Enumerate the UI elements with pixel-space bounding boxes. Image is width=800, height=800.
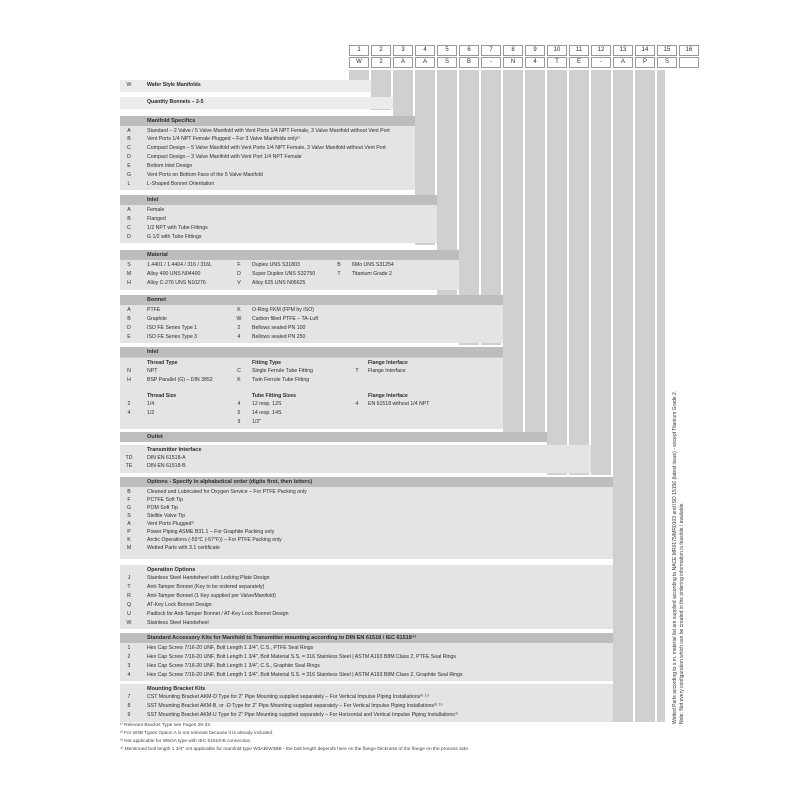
code: K (237, 377, 241, 383)
row-text: Female (147, 207, 165, 213)
position-number: 11 (569, 45, 589, 56)
section-title: Standard Accessory Kits for Manifold to Transmitter mounting according to DIN EN 61518 / IEC 61518⁴⁾ (120, 633, 613, 643)
code: A (127, 207, 131, 213)
footnote: ³⁾ Not applicable for W5GA type with IEC 61518-B connection. (120, 739, 252, 744)
code: D (127, 154, 131, 160)
subsection-title: Fitting Type (252, 360, 282, 366)
side-note-line: Note: Not every configuration which can be created in the ordering information is feasible / available. (679, 502, 685, 724)
code-cell (679, 57, 699, 68)
section-body (120, 357, 503, 429)
section-title: Manifold Specifics (120, 116, 415, 126)
section-title: Operation Options (120, 565, 613, 575)
row-text: Bellows sealed PN 100 (252, 325, 306, 331)
row-text: Compact Design – 3 Valve Manifold with Vent Port 1/4 NPT Female (147, 154, 302, 160)
row-text: L-Shaped Bonnet Orientation (147, 181, 215, 187)
position-number: 10 (547, 45, 567, 56)
code: T (127, 584, 131, 590)
row-text: 1/2 (147, 410, 155, 416)
subsection-title: Flange Interface (368, 360, 408, 366)
subsection-title: Thread Size (147, 393, 177, 399)
code: W (126, 620, 132, 626)
code-cell: W (349, 57, 369, 68)
code-cell: B (459, 57, 479, 68)
row-text: Hex Cap Screw 7/16-20 UNF, Bolt Length 1 3/4", C.S., PTFE Seal Rings (147, 645, 314, 651)
footnote: ²⁾ For W3B Types Option A is not relevant because it is already included. (120, 731, 274, 736)
code: U (127, 611, 131, 617)
code: B (337, 262, 341, 268)
code: K (127, 537, 131, 543)
position-number: 9 (525, 45, 545, 56)
row-text: Padlock for Anti-Tamper Bonnet / AT-Key Lock Bonnet Design (147, 611, 289, 617)
row-text: DIN EN 61518-A (147, 455, 186, 461)
strip (613, 70, 633, 722)
row-text: Hex Cap Screw 7/16-20 UNF, Bolt Length 1 3/4", Bolt Material S.S. = 316 Stainless Steel | ASTM A193 B8M Class 2, Graphite Seal Rings (147, 672, 463, 678)
row-text: 1/2" (252, 419, 262, 425)
strip (349, 70, 369, 80)
position-number: 3 (393, 45, 413, 56)
section-body (120, 643, 613, 681)
section-label: Wafer Style Manifolds (147, 82, 201, 88)
section-body (120, 126, 415, 190)
row-text: Power Piping ASME B31.1 – For Graphite Packing only (147, 529, 275, 535)
code: C (127, 225, 131, 231)
strip (503, 70, 523, 432)
row-text: Anti-Tamper Bonnet (Key to be ordered separately) (147, 584, 265, 590)
position-number: 2 (371, 45, 391, 56)
code: L (127, 181, 131, 187)
code: 2 (127, 401, 131, 407)
code: W (236, 316, 242, 322)
strip (547, 70, 567, 475)
row-text: Graphite (147, 316, 167, 322)
section-label: Quantity Bonnets – 2-5 (147, 99, 204, 105)
row-text: Vent Ports 1/4 NPT Female Plugged – For 3 Valve Manifolds only¹⁾ (147, 136, 301, 142)
row-text: Hex Cap Screw 7/16-20 UNF, Bolt Length 1 3/4", Bolt Material S.S. = 316 Stainless Steel | ASTM A193 B8M Class 2, PTFE Seal Rings (147, 654, 456, 660)
code: 3 (127, 663, 131, 669)
row-text: ISO FE Series Type 1 (147, 325, 198, 331)
section-body (120, 575, 613, 629)
section-body (120, 260, 459, 290)
code: B (127, 489, 131, 495)
strip (591, 70, 611, 475)
code: D (127, 234, 131, 240)
code: 4 (127, 410, 131, 416)
position-number: 12 (591, 45, 611, 56)
code: A (127, 307, 131, 313)
section-wafer (120, 80, 371, 92)
row-text: Cleaned and Lubricated for Oxygen Service – For PTFE Packing only (147, 489, 307, 495)
row-text: 6Mo UNS S31254 (352, 262, 394, 268)
position-number: 4 (415, 45, 435, 56)
code: T (337, 271, 341, 277)
code-cell: - (591, 57, 611, 68)
code: F (237, 262, 241, 268)
subsection-title: Thread Type (147, 360, 178, 366)
row-text: Vent Ports on Bottom Face of the 5 Valve Manifold (147, 172, 263, 178)
section-title: Options - Specify in alphabetical order (digits first, then letters) (120, 477, 613, 487)
row-text: NPT (147, 368, 158, 374)
code: 7 (127, 694, 131, 700)
code: J (127, 575, 131, 581)
code-cell: E (569, 57, 589, 68)
section-title: Inlet (120, 347, 503, 357)
row-text: Stellite Valve Tip (147, 513, 185, 519)
code: F (127, 497, 131, 503)
code-cell: P (635, 57, 655, 68)
position-number: 15 (657, 45, 677, 56)
code: 2 (237, 325, 241, 331)
position-number: 5 (437, 45, 457, 56)
code-cell: A (613, 57, 633, 68)
section-title: Bonnet (120, 295, 503, 305)
section-bonnets (120, 97, 393, 109)
strip (525, 70, 545, 432)
code: 4 (237, 334, 241, 340)
row-text: Bottom Inlet Design (147, 163, 193, 169)
row-text: ISO FE Series Type 3 (147, 334, 198, 340)
row-text: Arctic Operations (-55°C (-67°F)) – For PTFE Packing only (147, 537, 282, 543)
code: A (127, 521, 131, 527)
subsection-title: Flange Interface (368, 393, 408, 399)
row-text: Flanged (147, 216, 166, 222)
row-text: Compact Design – 5 Valve Manifold with Vent Ports 1/4 NPT Female, 3 Valve Manifold without Vent Port (147, 145, 386, 151)
side-note-line: Wetted Parts according to s.m. material list are supplied according to NACE MR0175/MR0103 and ISO 15156 (latest issue) - except Titanium Grade 2. (672, 390, 678, 724)
code: N (127, 368, 131, 374)
code: E (127, 334, 131, 340)
code: 4 (127, 672, 131, 678)
position-number: 16 (679, 45, 699, 56)
code: B (127, 136, 131, 142)
section-title: Mounting Bracket Kits (120, 684, 613, 694)
code: T (355, 368, 359, 374)
code-cell: 2 (371, 57, 391, 68)
code: Q (126, 602, 132, 608)
section-title: Material (120, 250, 459, 260)
code: R (127, 593, 131, 599)
position-number: 14 (635, 45, 655, 56)
footnote: ¹⁾ Relevant Bracket Type see Pages 28-33. (120, 723, 212, 728)
row-text: Alloy 400 UNS N04400 (147, 271, 201, 277)
section-body (120, 305, 503, 343)
code: E (127, 163, 131, 169)
code: M (126, 545, 132, 551)
row-text: Duplex UNS S31803 (252, 262, 300, 268)
code-cell: T (547, 57, 567, 68)
divider (120, 357, 503, 358)
code-cell: A (393, 57, 413, 68)
row-text: PTFE (147, 307, 161, 313)
row-text: Titanium Grade 2 (352, 271, 392, 277)
code: C (127, 145, 131, 151)
code: H (127, 280, 131, 286)
row-text: Single Ferrule Tube Fitting (252, 368, 313, 374)
row-text: Stainless Steel Handwheel with Locking Plate Design (147, 575, 270, 581)
section-title: Inlet (120, 195, 437, 205)
side-note (672, 364, 686, 724)
row-text: G 1/2 with Tube Fittings (147, 234, 202, 240)
row-text: SST Mounting Bracket AKM-B, or -D Type for 2" Pipe Mounting supplied separately – For Vertical Impulse Piping Installations³⁾ ¹⁾⁾ (147, 703, 443, 709)
row-text: Wetted Parts with 3.1 certificate (147, 545, 220, 551)
position-number: 6 (459, 45, 479, 56)
code: D (237, 271, 241, 277)
row-text: BSP Parallel (G) – DIN 3852 (147, 377, 213, 383)
row-text: O-Ring FKM (FPM by ISO) (252, 307, 314, 313)
section-title: Outlet (120, 432, 547, 442)
code-cell: 4 (525, 57, 545, 68)
position-number: 13 (613, 45, 633, 56)
row-text: AT-Key Lock Bonnet Design (147, 602, 212, 608)
row-text: Vent Ports Plugged²⁾ (147, 521, 195, 527)
footnote: ⁴⁾ Mentioned bolt length 1 3/4" not applicable for manifold type W3AB/W3BB - the bolt length depends here on the flange thickness of the flange on the process side. (120, 747, 470, 752)
code: P (127, 529, 131, 535)
row-text: Bellows sealed PN 250 (252, 334, 306, 340)
row-text: 12 resp. 12S (252, 401, 282, 407)
row-text: 1.4401 / 1.4404 / 316 / 316L (147, 262, 212, 268)
code: H (127, 377, 131, 383)
section-title: Transmitter Interface (120, 445, 591, 455)
code: W (126, 82, 132, 88)
code: S (127, 513, 131, 519)
row-text: CST Mounting Bracket AKM-D Type for 2" Pipe Mounting supplied separately – For Vertical Impulse Piping Installations³⁾ ¹⁾⁾ (147, 694, 429, 700)
code: D (127, 325, 131, 331)
code: 4 (237, 401, 241, 407)
row-text: 1/4 (147, 401, 155, 407)
code: V (237, 280, 241, 286)
row-text: Hex Cap Screw 7/16-20 UNF, Bolt Length 1 3/4", C.S., Graphite Seal Rings (147, 663, 320, 669)
row-text: Flange Interface (368, 368, 406, 374)
row-text: Alloy 625 UNS N06625 (252, 280, 306, 286)
position-number: 1 (349, 45, 369, 56)
row-text: Super Duplex UNS S32750 (252, 271, 316, 277)
code-cell: A (415, 57, 435, 68)
row-text: Standard – 2 Valve / 5 Valve Manifold with Vent Ports 1/4 NPT Female, 3 Valve Manifold without Vent Port (147, 128, 390, 134)
code: A (127, 128, 131, 134)
row-text: EN 61518 without 1/4 NPT (368, 401, 430, 407)
code: K (237, 307, 241, 313)
code: M (126, 271, 132, 277)
code-cell: S (657, 57, 677, 68)
position-number: 7 (481, 45, 501, 56)
row-text: Alloy C-276 UNS N10276 (147, 280, 206, 286)
code: G (126, 172, 132, 178)
code: 9 (127, 712, 131, 718)
row-text: Twin Ferrule Tube Fitting (252, 377, 310, 383)
row-text: 1/2 NPT with Tube Fittings (147, 225, 208, 231)
code: TE (125, 463, 133, 469)
code: 4 (355, 401, 359, 407)
code-cell: S (437, 57, 457, 68)
code-cell: - (481, 57, 501, 68)
position-number: 8 (503, 45, 523, 56)
row-text: Stainless Steel Handwheel (147, 620, 209, 626)
code: G (126, 505, 132, 511)
row-text: Anti-Tamper Bonnet (1 Key supplied per Valve/Manifold) (147, 593, 276, 599)
code: 9 (237, 419, 241, 425)
row-text: 14 resp. 14S (252, 410, 282, 416)
code: 8 (127, 703, 131, 709)
strip (657, 70, 665, 722)
strip (569, 70, 589, 475)
code: C (237, 368, 241, 374)
subsection-title: Tube Fitting Sizes (252, 393, 296, 399)
row-text: POM Soft Tip (147, 505, 178, 511)
row-text: DIN EN 61518-B (147, 463, 186, 469)
row-text: PCTFE Soft Tip (147, 497, 184, 503)
code: B (127, 316, 131, 322)
code: 1 (127, 645, 131, 651)
section-body (120, 694, 613, 722)
code: 5 (237, 410, 241, 416)
row-text: SST Mounting Bracket AKM-U Type for 2" Pipe Mounting supplied separately – For Horizontal and Vertical Impulse Piping Installations⁴⁾ (147, 712, 459, 718)
code: S (127, 262, 131, 268)
code-cell: N (503, 57, 523, 68)
strip (635, 70, 655, 722)
code: B (127, 216, 131, 222)
code: 2 (127, 654, 131, 660)
section-body (120, 487, 613, 559)
section-body (120, 455, 591, 473)
row-text: Carbon filled PTFE – TA-Luft (252, 316, 319, 322)
section-body (120, 205, 437, 243)
code: TD (125, 455, 133, 461)
